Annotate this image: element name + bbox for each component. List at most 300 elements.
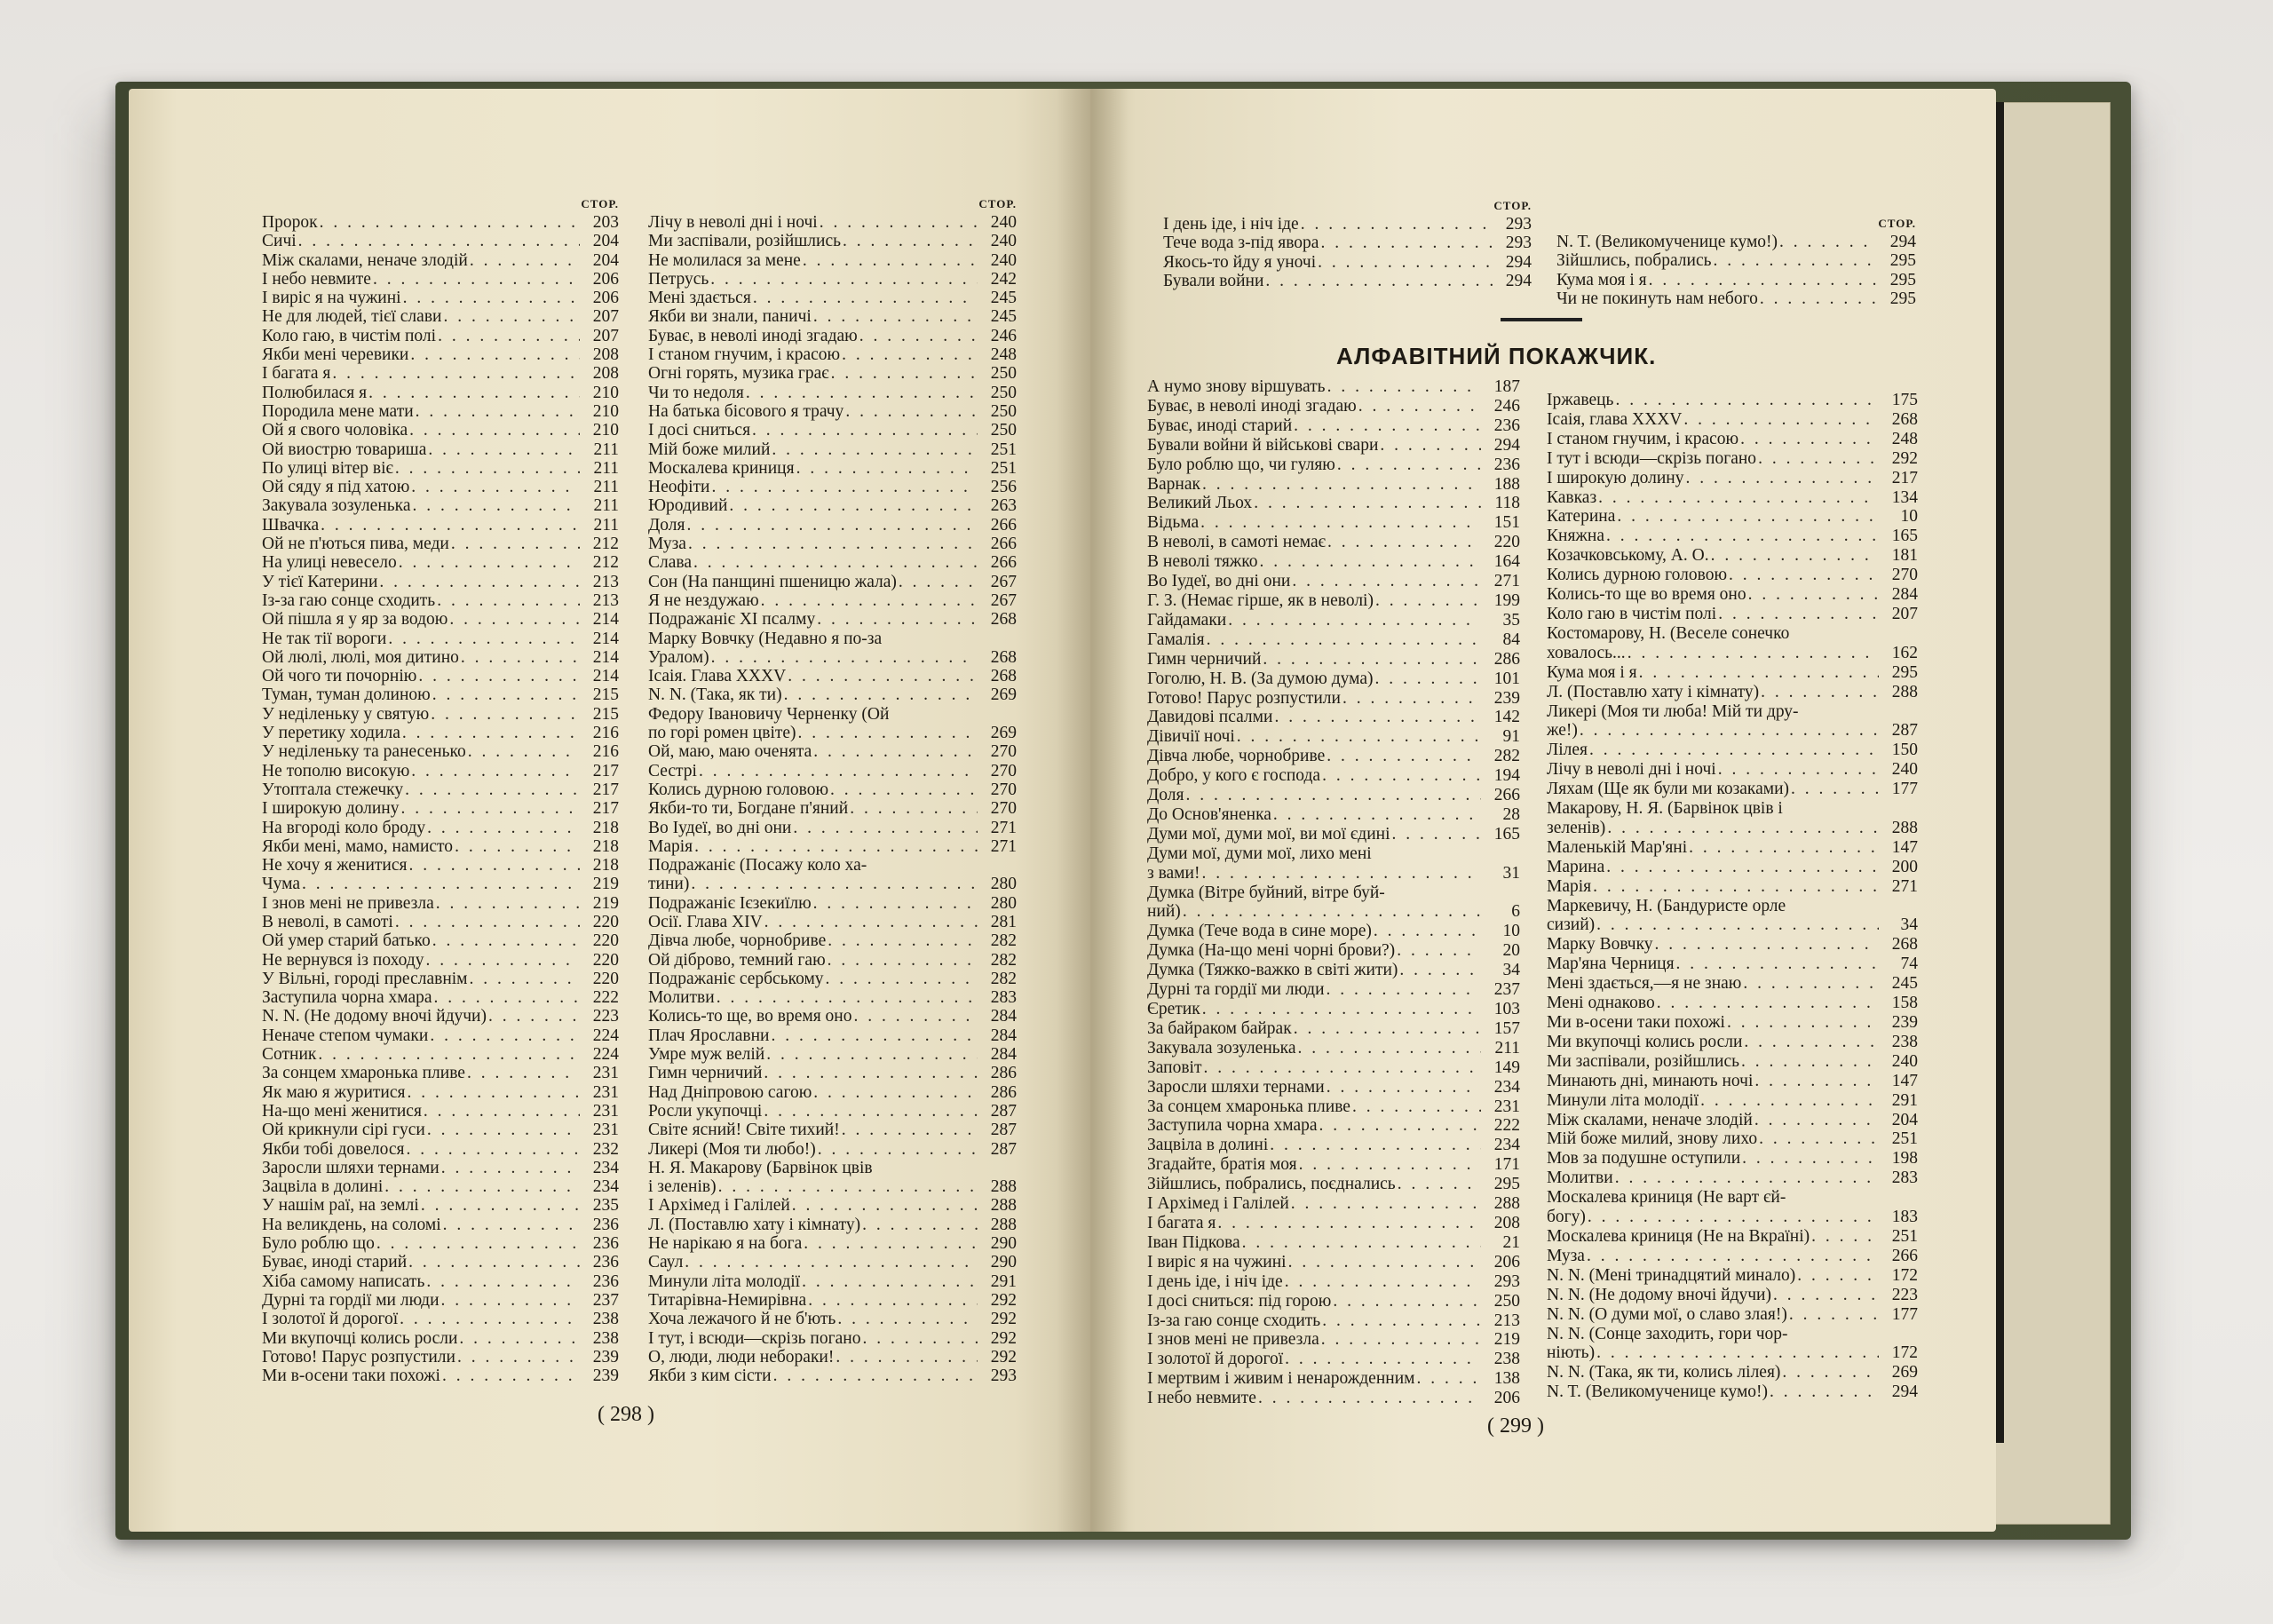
entry-page-number: 250 [990,421,1017,440]
entry-title: Породила мене мати [262,401,414,421]
index-entry [648,837,1017,856]
leader-dots [435,591,580,610]
entry-page-number: 165 [1891,527,1918,546]
leader-dots [408,421,580,440]
leader-dots [457,1329,580,1348]
entry-title: Бували войни й військові свари [1147,435,1379,455]
entry-title: Зійшлись, побрались, поєднались [1147,1175,1396,1194]
index-entry [1147,494,1520,513]
entry-title: Неофіти [648,478,710,497]
entry-page-number: 215 [592,685,619,705]
entry-title: Сичі [262,232,297,251]
entry-page-number: 235 [592,1196,619,1216]
index-entry [1147,961,1520,980]
entry-page-number: 288 [990,1177,1017,1197]
index-title: АЛФАВІТНИЙ ПОКАЖЧИК. [1336,343,1657,369]
leader-dots [465,1064,580,1082]
entry-title: І виріс я на чужині [1147,1252,1287,1271]
index-entry [1147,1311,1520,1331]
index-entry [1547,546,1918,566]
entry-page-number: 271 [1493,572,1520,591]
leader-dots [459,648,580,667]
entry-title: Мені здається,—я не знаю [1547,974,1742,994]
entry-title: Хоча лежачого й не б'ють [648,1310,836,1329]
index-entry [1547,1149,1918,1168]
index-entry [648,630,1017,648]
entry-title: же!) [1547,721,1578,741]
leader-dots [751,289,978,307]
entry-title: Минають дні, минають ночі [1547,1071,1754,1090]
entry-title: Маркевичу, Н. (Бандуристе орле [1547,896,1786,915]
entry-title: Дівичії ночі [1147,727,1235,747]
entry-title: У тієї Катерини [262,572,378,591]
entry-page-number: 288 [1493,1194,1520,1214]
leader-dots [1283,1272,1481,1292]
entry-title: В неволі, в самоті немає [1147,533,1327,552]
leader-dots [1252,494,1481,513]
entry-title: Не так тії вороги [262,629,387,648]
entry-title: Буває, в неволі иноді згадаю [1147,396,1357,416]
entry-title: Готово! Парус розпустили [1147,688,1341,708]
entry-title: Мій боже милий, знову лихо [1547,1129,1758,1149]
entry-page-number: 291 [990,1271,1017,1291]
leader-dots [1687,838,1879,858]
entry-title: Муза [648,535,686,554]
leader-dots [1647,271,1877,289]
index-entry [1547,1188,1918,1208]
entry-title: Полюбилася я [262,383,368,402]
entry-page-number: 216 [592,742,619,762]
index-entry [1147,1389,1520,1408]
leader-dots [812,742,978,761]
entry-title: Кума моя і я [1547,662,1637,682]
entry-page-number: 31 [1502,863,1520,883]
leader-dots [1271,805,1481,825]
entry-page-number: 251 [990,458,1017,478]
leader-dots [782,685,978,704]
index-entry [648,931,1017,950]
leader-dots [1200,475,1481,495]
index-entry [1556,233,1916,251]
index-entry [1147,1078,1520,1097]
leader-dots [1287,1253,1481,1272]
entry-page-number: 183 [1891,1208,1918,1227]
index-entry [1147,1136,1520,1155]
entry-title: Молитви [1547,1168,1613,1188]
entry-page-number: 250 [1493,1291,1520,1311]
leader-dots [407,856,580,875]
entry-title: Маленькій Мар'яні [1547,837,1688,857]
entry-title: Заросли шляхи тернами [1147,1077,1325,1097]
index-entry [648,327,1017,345]
index-entry [648,1291,1017,1310]
leader-dots [1604,527,1879,546]
index-entry [262,1291,619,1310]
entry-page-number: 164 [1493,552,1520,572]
leader-dots [1759,683,1879,702]
index-entry [1147,436,1520,456]
leader-dots [843,402,978,421]
index-entry [1547,1033,1918,1052]
index-entry [1147,1330,1520,1350]
index-entry [648,724,1017,742]
entry-page-number: 232 [592,1139,619,1159]
entry-page-number: 212 [592,553,619,573]
entry-title: Ми в-осени таки похожі [262,1367,440,1386]
entry-title: Неначе степом чумаки [262,1026,429,1045]
index-entry [1147,1369,1520,1389]
entry-title: богу) [1547,1208,1586,1227]
entry-page-number: 250 [990,364,1017,384]
entry-title: Княжна [1547,527,1604,546]
leader-dots [1256,1389,1481,1408]
entry-page-number: 211 [593,440,619,459]
entry-title: Чи то недоля [648,383,744,402]
leader-dots [1716,760,1879,780]
entry-page-number: 284 [990,1026,1017,1045]
index-entry [262,1140,619,1159]
entry-title: Ляхам (Ще як були ми козаками) [1547,780,1790,799]
entry-title: Туман, туман долиною [262,685,431,705]
entry-page-number: 270 [990,780,1017,799]
index-entry [1163,234,1532,252]
leader-dots [1810,1227,1879,1247]
entry-page-number: 231 [592,1101,619,1121]
entry-page-number: 172 [1891,1265,1918,1285]
index-entry [1547,780,1918,799]
entry-page-number: 240 [1891,1051,1918,1071]
index-entry [262,1216,619,1234]
index-entry [262,478,619,496]
entry-page-number: 200 [1891,857,1918,876]
entry-page-number: 251 [990,440,1017,459]
entry-title: Коло гаю в чистім полі [1547,604,1717,623]
entry-title: N. T. (Великомученице кумо!) [1547,1382,1769,1402]
leader-dots [399,799,580,818]
index-entry [1147,708,1520,727]
entry-page-number: 271 [990,818,1017,837]
entry-title: І Архімед і Галілей [648,1196,790,1216]
index-column-1 [1147,377,1520,1408]
entry-page-number: 266 [1891,1246,1918,1265]
entry-page-number: 292 [990,1310,1017,1329]
index-entry [1547,566,1918,585]
entry-title: До Основ'яненка [1147,804,1271,824]
entry-page-number: 238 [592,1310,619,1329]
leader-dots [401,289,580,307]
entry-page-number: 295 [1889,251,1916,271]
leader-dots [1757,1129,1879,1149]
index-entry [1147,377,1520,397]
leader-dots [428,1026,580,1045]
entry-page-number: 295 [1493,1175,1520,1194]
entry-page-number: 134 [1891,487,1918,507]
entry-title: Ой пішла я у яр за водою [262,610,448,630]
leader-dots [786,667,978,685]
leader-dots [689,875,978,893]
leader-dots [897,573,978,591]
leader-dots [440,1159,580,1177]
entry-page-number: 239 [592,1347,619,1367]
entry-title: Якось-то йду я уночі [1163,252,1317,272]
index-entry [648,1253,1017,1271]
entry-page-number: 282 [1493,747,1520,766]
index-entry [648,496,1017,515]
leader-dots [1325,747,1481,766]
entry-title: Коло гаю, в чистім полі [262,326,437,345]
entry-page-number: 282 [990,931,1017,951]
entry-page-number: 239 [592,1367,619,1386]
entry-title: Тече вода з-під явора [1163,234,1319,253]
entry-title: За сонцем хмаронька пливе [262,1064,465,1083]
entry-title: Не вернувся із походу [262,950,424,970]
entry-page-number: 215 [592,704,619,724]
index-entry [262,553,619,572]
index-entry [262,307,619,326]
leader-dots [1613,391,1879,410]
entry-page-number: 150 [1891,741,1918,760]
leader-dots [455,1348,580,1367]
index-entry [648,742,1017,761]
entry-page-number: 206 [1493,1389,1520,1408]
index-entry [262,667,619,685]
index-entry [262,705,619,724]
entry-title: Ми заспівали, розійшлись [1547,1051,1739,1071]
index-entry [1547,1091,1918,1111]
leader-dots [848,799,978,818]
leader-dots [763,913,978,931]
entry-title: Ісаія. Глава XXXV [648,667,787,686]
index-entry [262,213,619,232]
entry-title: Подражаніє XI псалму [648,610,816,630]
leader-dots [1595,915,1879,935]
entry-page-number: 287 [1891,721,1918,741]
entry-title: Во Іудеї, во дні они [1147,572,1291,591]
index-entry [262,1045,619,1064]
entry-page-number: 211 [593,515,619,535]
entry-title: І золотої й дорогої [1147,1350,1284,1369]
entry-title: Не для людей, тієї слави [262,307,442,327]
leader-dots [750,421,978,440]
entry-page-number: 246 [990,326,1017,345]
entry-page-number: 248 [1891,429,1918,448]
leader-dots [375,1234,580,1253]
index-entry [1547,741,1918,760]
leader-dots [840,1121,978,1139]
leader-dots [424,951,580,970]
leader-dots [1325,980,1481,1000]
index-entry [648,1159,1017,1177]
index-entry [1147,1058,1520,1078]
entry-title: Над Дніпровою сагою [648,1082,812,1102]
index-entry [648,459,1017,478]
entry-page-number: 236 [1493,416,1520,435]
entry-page-number: 35 [1502,610,1520,630]
index-entry [262,1234,619,1253]
entry-page-number: 207 [592,307,619,327]
leader-dots [409,478,580,496]
leader-dots [824,970,978,988]
entry-title: по горі ромен цвіте) [648,724,796,743]
leader-dots [717,1177,978,1196]
leader-dots [330,364,580,383]
index-entry [262,289,619,307]
index-entry [262,648,619,667]
index-entry [648,856,1017,875]
entry-page-number: 216 [592,724,619,743]
leader-dots [1292,416,1481,436]
left-page-column-1 [262,195,619,1385]
entry-title: N. N. (Сонце заходить, гори чор- [1547,1324,1788,1343]
index-entry [1547,1072,1918,1091]
leader-dots [683,1253,978,1271]
index-entry [1547,1111,1918,1130]
entry-page-number: 204 [592,250,619,270]
entry-page-number: 271 [990,836,1017,856]
entry-title: Ой виострю товариша [262,440,427,459]
entry-title: Ми вкупочці колись росли [1547,1032,1743,1051]
leader-dots [1716,605,1879,624]
entry-title: Костомарову, Н. (Веселе сонечко [1547,623,1790,643]
leader-dots [829,364,978,383]
entry-page-number: 239 [1891,1013,1918,1032]
entry-title: У нашім раї, на землі [262,1196,419,1216]
index-entry [648,402,1017,421]
entry-title: На великдень, на соломі [262,1215,441,1234]
right-page-number: ( 299 ) [1487,1414,1544,1438]
entry-title: Відьма [1147,513,1200,533]
leader-dots [759,591,978,610]
entry-page-number: 211 [593,458,619,478]
index-entry [648,705,1017,724]
entry-page-number: 171 [1493,1155,1520,1175]
leader-dots [1727,566,1879,585]
entry-page-number: 213 [592,572,619,591]
index-entry [648,875,1017,893]
index-entry [1556,251,1916,270]
leader-dots [1758,289,1877,308]
leader-dots [432,988,580,1007]
leader-dots [791,819,978,837]
entry-page-number: 223 [592,1007,619,1026]
entry-page-number: 234 [1493,1136,1520,1155]
entry-page-number: 214 [592,667,619,686]
index-entry [262,345,619,364]
entry-page-number: 6 [1511,902,1520,922]
leader-dots [1585,1247,1879,1266]
entry-title: В неволі тяжко [1147,552,1258,572]
leader-dots [1725,1013,1879,1033]
entry-title: Н. Я. Макарову (Барвінок цвів [648,1158,873,1177]
index-entry [1547,1325,1918,1344]
index-entry [1163,272,1532,290]
entry-title: Умре муж велій [648,1045,765,1065]
leader-dots [1675,955,1879,974]
entry-page-number: 172 [1891,1343,1918,1363]
index-entry [262,931,619,950]
index-entry [648,478,1017,496]
entry-title: ховалось... [1547,643,1626,662]
leader-dots [440,1367,580,1385]
entry-title: Лілея [1547,741,1588,760]
leader-dots [709,648,978,667]
entry-title: Ликері (Моя ти люба! Мій ти дру- [1547,701,1799,721]
leader-dots [764,1045,978,1064]
index-entry [1147,786,1520,805]
index-entry [1547,605,1918,624]
entry-title: І тут, і всюди—скрізь погано [648,1328,861,1348]
index-entry [262,459,619,478]
entry-title: Давидові псалми [1147,708,1273,727]
index-entry [1147,980,1520,1000]
entry-title: Марія [1547,876,1592,896]
entry-title: Мені однаково [1547,994,1655,1013]
leader-dots [1682,410,1879,430]
entry-title: Слава [648,553,692,573]
index-entry [1147,1350,1520,1369]
leader-dots [1216,1214,1481,1233]
right-page-top-column-1 [1163,197,1532,290]
page-header-label: СТОР. [581,197,619,210]
entry-page-number: 266 [990,535,1017,554]
leader-dots [1372,922,1481,941]
entry-title: Якби мені черевики [262,345,409,365]
leader-dots [1184,786,1482,805]
entry-page-number: 295 [1889,270,1916,289]
entry-title: Пророк [262,213,318,232]
leader-dots [1613,1168,1879,1188]
index-entry [648,951,1017,970]
index-entry [648,685,1017,704]
entry-title: Ісаія, глава XXXV [1547,409,1683,429]
index-entry [648,289,1017,307]
entry-page-number: 283 [990,988,1017,1008]
entry-page-number: 239 [1493,688,1520,708]
entry-page-number: 162 [1891,643,1918,662]
entry-page-number: 270 [990,761,1017,780]
index-entry [1547,1013,1918,1033]
index-entry [1147,1039,1520,1058]
leader-dots [1200,864,1481,883]
entry-title: Ликері (Моя ти любо!) [648,1139,816,1159]
entry-page-number: 280 [990,875,1017,894]
entry-page-number: 286 [1493,649,1520,669]
entry-title: Г. З. (Немає гірше, як в неволі) [1147,590,1374,610]
entry-title: У Вільні, городі преславнім [262,969,468,988]
leader-dots [393,459,580,478]
index-entry [262,516,619,535]
entry-title: тини) [648,875,690,894]
entry-title: Було роблю що, чи гуляю [1147,455,1335,474]
entry-title: Осії. Глава XIV [648,912,763,931]
entry-title: Закувала зозуленька [1147,1038,1296,1058]
leader-dots [440,1291,580,1310]
entry-title: N. T. (Великомученице кумо!) [1556,233,1778,251]
leader-dots [1272,708,1481,727]
entry-title: і зеленів) [648,1177,717,1197]
entry-page-number: 282 [990,969,1017,988]
entry-page-number: 165 [1493,824,1520,844]
entry-title: І широкую долину [1547,468,1684,487]
entry-page-number: 199 [1493,590,1520,610]
index-entry [1547,799,1918,819]
entry-page-number: 236 [592,1271,619,1291]
entry-page-number: 242 [990,269,1017,289]
leader-dots [1289,1194,1481,1214]
leader-dots [414,402,580,421]
entry-page-number: 251 [1891,1129,1918,1149]
index-entry [1147,611,1520,630]
